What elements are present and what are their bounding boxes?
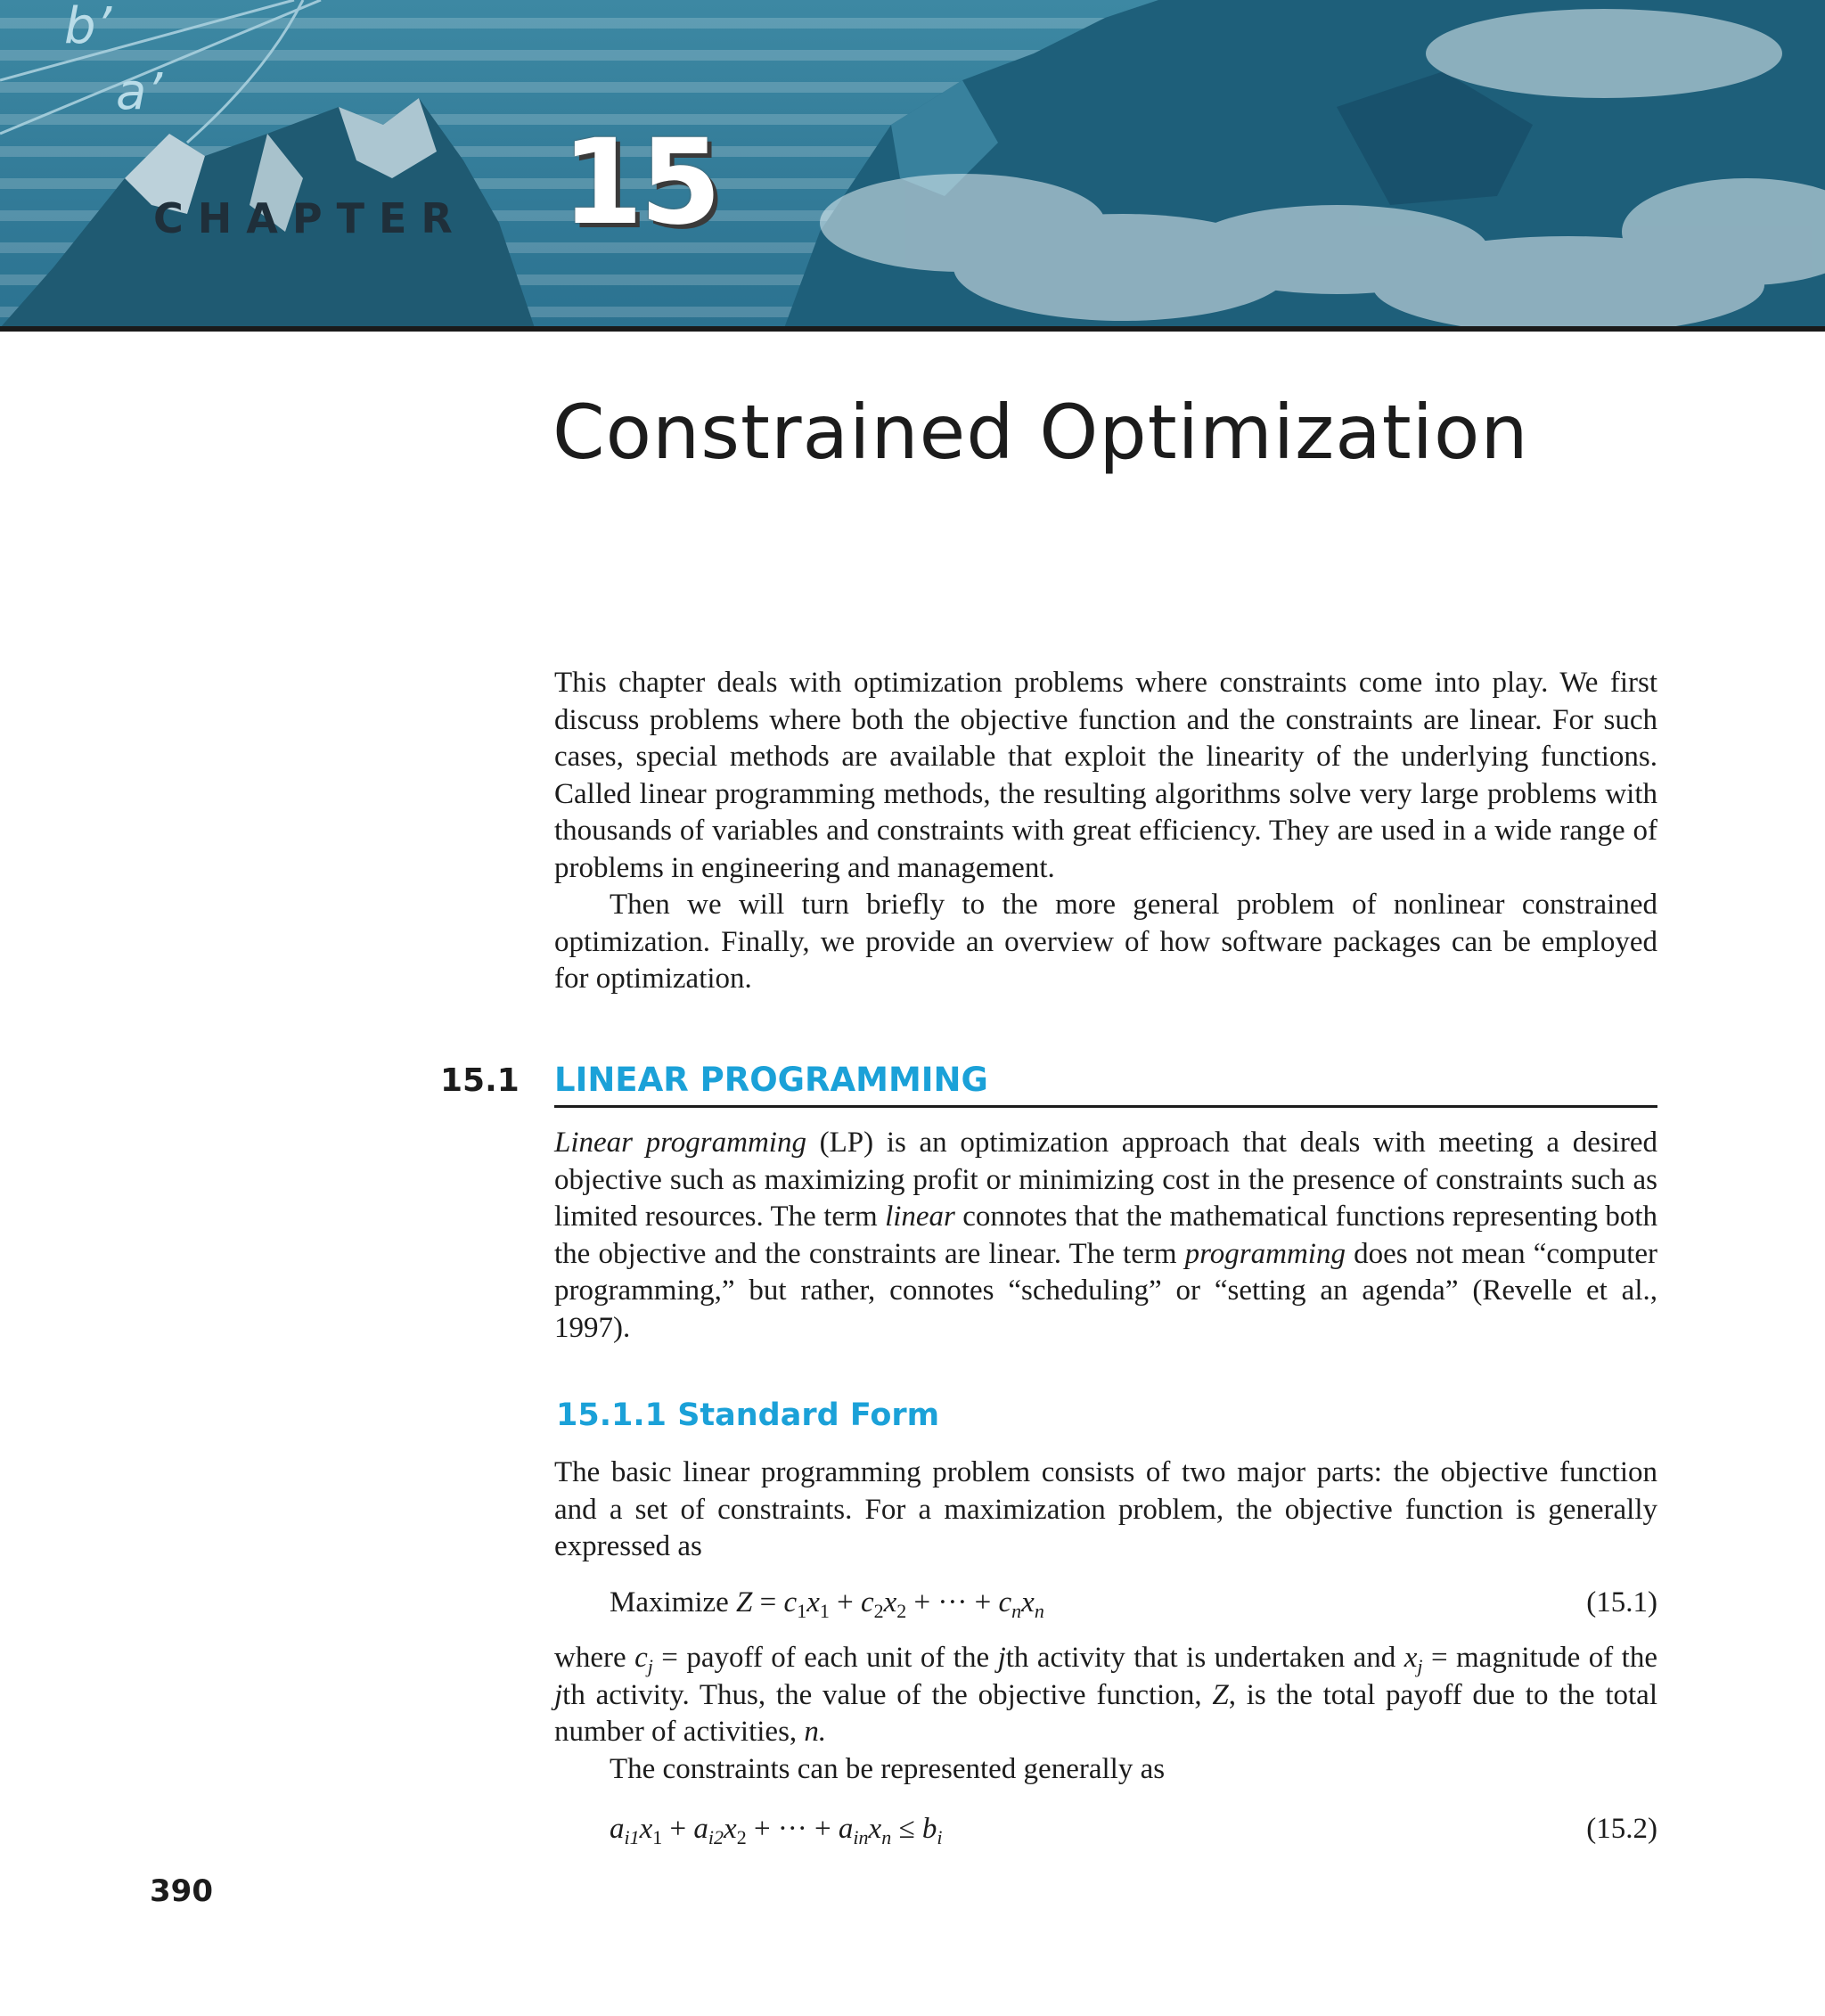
chapter-label: CHAPTER bbox=[153, 194, 467, 242]
subsection-title: 15.1.1 Standard Form bbox=[556, 1397, 940, 1433]
intro-text bbox=[554, 665, 1657, 998]
equation-15-2: $a_{i1}x_1 + a_{i2}x_2$ + ··· + $a_{in}x_n \le b_i$ (15.2) bbox=[610, 1813, 1657, 1848]
page-number: 390 bbox=[150, 1873, 213, 1909]
term-linear-programming: Linear programming bbox=[554, 1127, 806, 1159]
subsection-paragraph-3: The constraints can be represented generally as bbox=[610, 1752, 1166, 1785]
equation-number: (15.2) bbox=[1586, 1813, 1657, 1845]
term-linear: linear bbox=[885, 1201, 955, 1233]
subsection-paragraph-1: The basic linear programming problem consists of two major parts: the objective function and a set of constraints. For a maximization problem, the objective function is generally expressed as bbox=[554, 1456, 1657, 1562]
banner-divider bbox=[0, 326, 1825, 332]
intro-paragraph-2: Then we will turn briefly to the more general problem of nonlinear constrained optimization. Finally, we provide an overview of how software packages can be employed for optimization. bbox=[554, 889, 1657, 995]
corner-label-b: b’ bbox=[64, 0, 112, 55]
subsection-paragraph-2: where $c_j$ = payoff of each unit of the jth activity that is undertaken and $x_j$ = magnitude of the jth activity. Thus, the value of the objective function, Z, is the total payoff due to the total number of activities, n. bbox=[554, 1642, 1657, 1748]
term-programming: programming bbox=[1184, 1237, 1346, 1270]
corner-label-a: a’ bbox=[116, 63, 163, 121]
subsection-text-1 bbox=[554, 1455, 1657, 1566]
equation-15-1: Maximize $Z = c_1x_1 + c_2x_2$ + ··· + $c_nx_n$ (15.1) bbox=[610, 1586, 1657, 1622]
section-text bbox=[554, 1125, 1657, 1347]
mountain-banner-image bbox=[0, 0, 1825, 328]
chapter-number: 15 bbox=[561, 114, 718, 251]
intro-paragraph-1: This chapter deals with optimization problems where constraints come into play. We first discuss problems where both the objective function and the constraints are linear. For such cases, special methods are available that exploit the linearity of the underlying functions. Called linear programming methods, the resulting algorithms solve very large problems with thousands of variables and constraints with great efficiency. They are used in a wide range of problems in engineering and management. bbox=[554, 667, 1657, 884]
equation-number: (15.1) bbox=[1586, 1586, 1657, 1619]
chapter-banner bbox=[0, 0, 1825, 328]
subsection-text-2 bbox=[554, 1640, 1657, 1788]
section-number: 15.1 bbox=[440, 1062, 520, 1099]
section-paragraph-1: Linear programming (LP) is an optimization approach that deals with meeting a desired objective such as maximizing profit or minimizing cost in the presence of constraints such as limited resources. The term linear connotes that the mathematical functions representing both the objective and the constraints are linear. The term programming does not mean “computer programming,” but rather, connotes “scheduling” or “setting an agenda” (Revelle et al., 1997). bbox=[554, 1127, 1658, 1344]
section-rule bbox=[554, 1105, 1657, 1108]
chapter-title: Constrained Optimization bbox=[552, 389, 1529, 476]
section-title: LINEAR PROGRAMMING bbox=[554, 1061, 988, 1099]
